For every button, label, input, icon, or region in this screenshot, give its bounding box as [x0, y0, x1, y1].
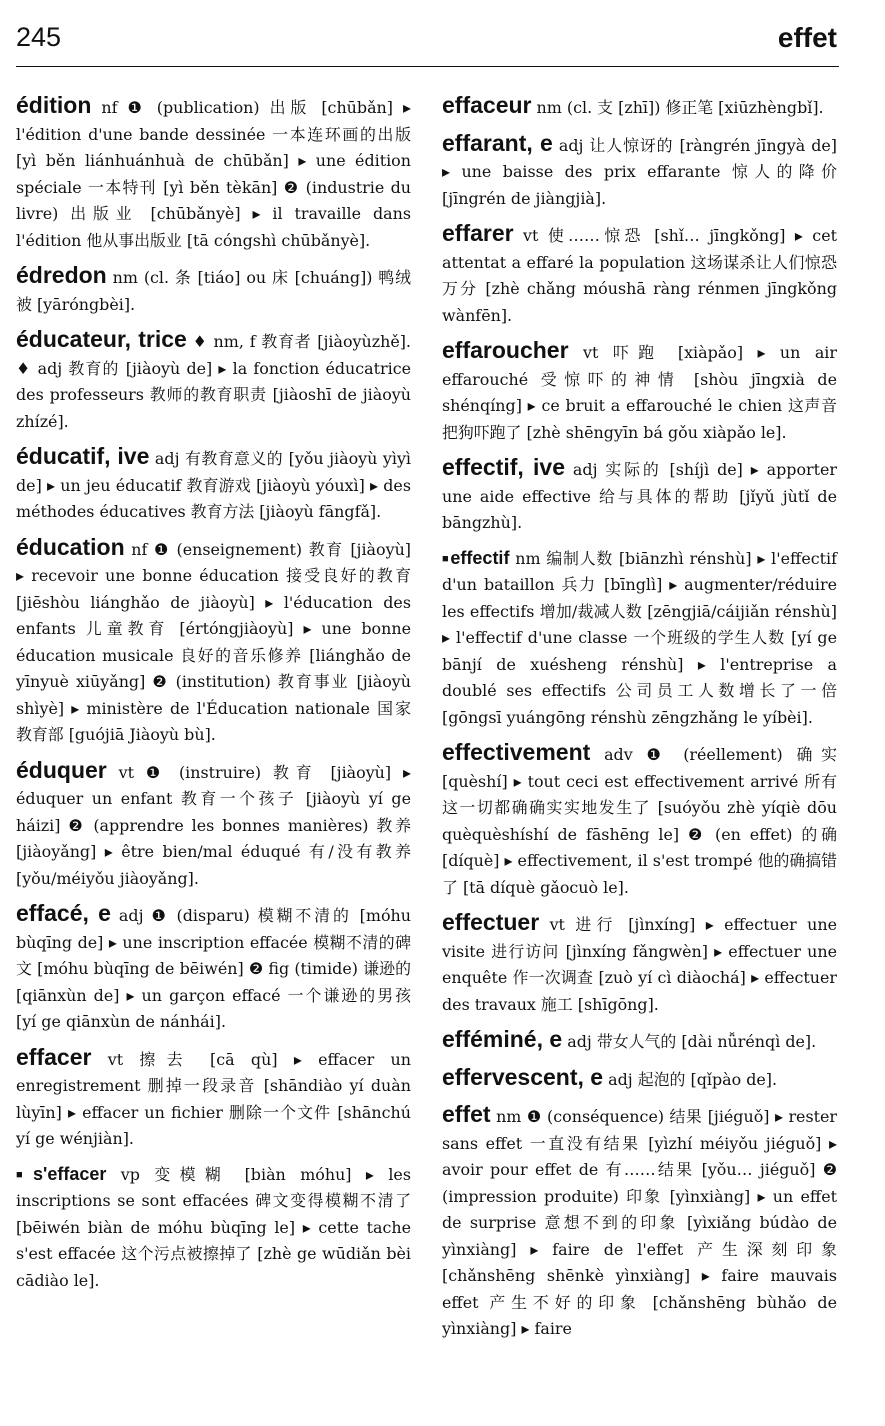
entry-headword: effarant, e: [442, 129, 553, 156]
entry-definition: vt 进行 [jìnxíng] ▸ effectuer une visite 进行访问 [jìnxíng fǎngwèn] ▸ effectuer une enquête 作一次调查 [zuò yí cì diàochá] ▸ effectuer des travaux 施工 [shīgōng].: [442, 915, 837, 1014]
entry-headword: effaroucher: [442, 337, 569, 363]
dictionary-entry: [16, 326, 411, 435]
entry-headword: éducatif, ive: [16, 443, 150, 469]
entry-definition: adj 让人惊讶的 [ràngrén jīngyà de] ▸ une baisse des prix effarante 惊人的降价 [jīngrén de jiàngjià].: [442, 135, 837, 208]
entry-definition: nf ❶ (publication) 出版 [chūbǎn] ▸ l'édition d'une bande dessinée 一本连环画的出版 [yì běn liánhuánhuà de chūbǎn] ▸ une édition spéciale 一本特刊 [yì běn tèkān] ❷ (industrie du livre) 出版业 [chūbǎnyè] ▸ il travaille dans l'édition 他从事出版业 [tā cóngshì chūbǎnyè].: [16, 98, 411, 250]
dictionary-entry: [16, 262, 411, 318]
entry-headword: éduquer: [16, 756, 107, 783]
entry-definition: adj 有教育意义的 [yǒu jiàoyù yìyì de] ▸ un jeu éducatif 教育游戏 [jiàoyù yóuxì] ▸ des méthodes éducatives 教育方法 [jiàoyù fāngfǎ].: [16, 449, 411, 521]
entry-headword: effaceur: [442, 92, 532, 118]
dictionary-entry: [442, 1026, 837, 1056]
dictionary-entry: [16, 1044, 411, 1153]
entry-headword: éducateur, trice: [16, 326, 187, 352]
entry-definition: adj 起泡的 [qǐpào de].: [608, 1069, 778, 1089]
dictionary-entry: [442, 1064, 837, 1094]
entry-definition: ♦ nm, f 教育者 [jiàoyùzhě]. ♦ adj 教育的 [jiàoyù de] ▸ la fonction éducatrice des professeurs 教师的教育职责 [jiàoshī de jiàoyù zhízé].: [16, 332, 411, 431]
entry-definition: adv ❶ (réellement) 确实 [quèshí] ▸ tout ceci est effectivement arrivé 所有这一切都确确实实地发生了 [suóyǒu zhè yíqiè dōu quèquèshíshí de fāshēng le] ❷ (en effet) 的确 [díquè] ▸ effectivement, il s'est trompé 他的确搞错了 [tā díquè gǎocuò le].: [442, 745, 838, 897]
entry-definition: nm 编制人数 [biānzhì rénshù] ▸ l'effectif d'un bataillon 兵力 [bīnglì] ▸ augmenter/réduire les effectifs 增加/裁减人数 [zēngjiā/cáijiǎn rénshù] ▸ l'effectif d'une classe 一个班级的学生人数 [yí ge bānjí de xuésheng rénshù] ▸ l'entreprise a doublé ses effectifs 公司员工人数增长了一倍 [gōngsī yuángōng rénshù zēngzhǎng le yíbèi].: [442, 548, 837, 727]
dictionary-entry: [16, 1161, 411, 1295]
dictionary-entry: [16, 443, 411, 526]
entry-headword: édredon: [16, 262, 107, 288]
entry-definition: nm ❶ (conséquence) 结果 [jiéguǒ] ▸ rester sans effet 一直没有结果 [yìzhí méiyǒu jiéguǒ] ▸ avoir pour effet de 有……结果 [yǒu… jiéguǒ] ❷ (impression produite) 印象 [yìnxiàng] ▸ un effet de surprise 意想不到的印象 [yìxiǎng búdào de yìnxiàng] ▸ faire de l'effet 产生深刻印象 [chǎnshēng shēnkè yìnxiàng] ▸ faire mauvais effet 产生不好的印象 [chǎnshēng bùhǎo de yìnxiàng] ▸ faire: [442, 1107, 837, 1338]
entry-headword: effacer: [16, 1043, 92, 1070]
subentry-marker-icon: ■: [442, 552, 450, 565]
entry-headword: effarer: [442, 220, 514, 246]
entry-definition: adj 实际的 [shíjì de] ▸ apporter une aide effective 给与具体的帮助 [jǐyǔ jùtǐ de bāngzhù].: [442, 460, 837, 532]
entry-definition: vt 擦去 [cā qù] ▸ effacer un enregistrement 删掉一段录音 [shāndiào yí duàn lùyīn] ▸ effacer un fichier 删除一个文件 [shānchú yí ge wénjiàn].: [16, 1049, 411, 1148]
entry-definition: vt ❶ (instruire) 教育 [jiàoyù] ▸ éduquer un enfant 教育一个孩子 [jiàoyù yí ge háizi] ❷ (apprendre les bonnes manières) 教养 [jiàoyǎng] ▸ être bien/mal éduqué 有/没有教养 [yǒu/méiyǒu jiàoyǎng].: [16, 762, 411, 888]
entry-headword: efféminé, e: [442, 1026, 563, 1052]
entry-headword: éducation: [16, 533, 125, 560]
entry-definition: vt 使……惊恐 [shǐ… jīngkǒng] ▸ cet attentat a effaré la population 这场谋杀让人们惊恐万分 [zhè chǎng móushā ràng rénmen jīngkǒng wànfēn].: [442, 226, 837, 325]
dictionary-entry: [442, 337, 837, 446]
dictionary-entry: [442, 454, 837, 537]
dictionary-entry: [442, 739, 837, 901]
entry-headword: s'effacer: [33, 1163, 107, 1184]
entry-headword: effet: [442, 1101, 491, 1127]
entry-headword: effacé, e: [16, 900, 111, 926]
dictionary-entry: [442, 545, 837, 732]
left-column: [16, 92, 411, 1302]
entry-headword: effectuer: [442, 909, 540, 935]
entry-headword: effectivement: [442, 739, 591, 765]
entry-headword: effervescent, e: [442, 1063, 604, 1090]
entry-headword: effectif, ive: [442, 454, 566, 480]
entry-definition: nm (cl. 支 [zhī]) 修正笔 [xiūzhèngbǐ].: [536, 98, 824, 117]
entry-definition: vp 变模糊 [biàn móhu] ▸ les inscriptions se sont effacées 碑文变得模糊不清了 [bēiwén biàn de móhu bùqīng le] ▸ cette tache s'est effacée 这个污点被擦掉了 [zhè ge wūdiǎn bèi cādiào le].: [16, 1164, 411, 1290]
dictionary-entry: [442, 1101, 837, 1343]
dictionary-entry: [16, 900, 411, 1036]
entry-definition: nm (cl. 条 [tiáo] ou 床 [chuáng]) 鸭绒被 [yāróngbèi].: [16, 268, 411, 314]
entry-definition: vt 吓跑 [xiàpǎo] ▸ un air effarouché 受惊吓的神情 [shòu jīngxià de shénqíng] ▸ ce bruit a effarouché le chien 这声音把狗吓跑了 [zhè shēngyīn bá gǒu xiàpǎo le].: [442, 343, 837, 442]
dictionary-entry: [442, 220, 837, 329]
header-rule: [16, 66, 839, 67]
dictionary-entry: [16, 92, 411, 254]
entry-headword: effectif: [450, 547, 510, 568]
dictionary-entry: [442, 909, 837, 1018]
entry-definition: adj ❶ (disparu) 模糊不清的 [móhu bùqīng de] ▸ une inscription effacée 模糊不清的碑文 [móhu bùqīng de bēiwén] ❷ fig (timide) 谦逊的 [qiānxùn de] ▸ un garçon effacé 一个谦逊的男孩 [yí ge qiānxùn de nánhái].: [16, 906, 411, 1031]
subentry-marker-icon: ■: [16, 1168, 33, 1181]
dictionary-entry: [442, 130, 837, 213]
page-number: 245: [16, 22, 62, 52]
entry-headword: édition: [16, 92, 92, 118]
dictionary-entry: [442, 92, 837, 122]
entry-definition: adj 带女人气的 [dài nǚrénqì de].: [567, 1032, 817, 1051]
dictionary-entry: [16, 534, 411, 749]
entry-definition: nf ❶ (enseignement) 教育 [jiàoyù] ▸ recevoir une bonne éducation 接受良好的教育 [jiēshòu liánghǎo de jiàoyù] ▸ l'éducation des enfants 儿童教育 [értóngjiàoyù] ▸ une bonne éducation musicale 良好的音乐修养 [liánghǎo de yīnyuè xiūyǎng] ❷ (institution) 教育事业 [jiàoyù shìyè] ▸ ministère de l'Éducation nationale 国家教育部 [guójiā Jiàoyù bù].: [16, 539, 411, 744]
dictionary-entry: [16, 757, 411, 893]
right-column: [442, 92, 837, 1351]
guide-word: effet: [777, 22, 837, 53]
